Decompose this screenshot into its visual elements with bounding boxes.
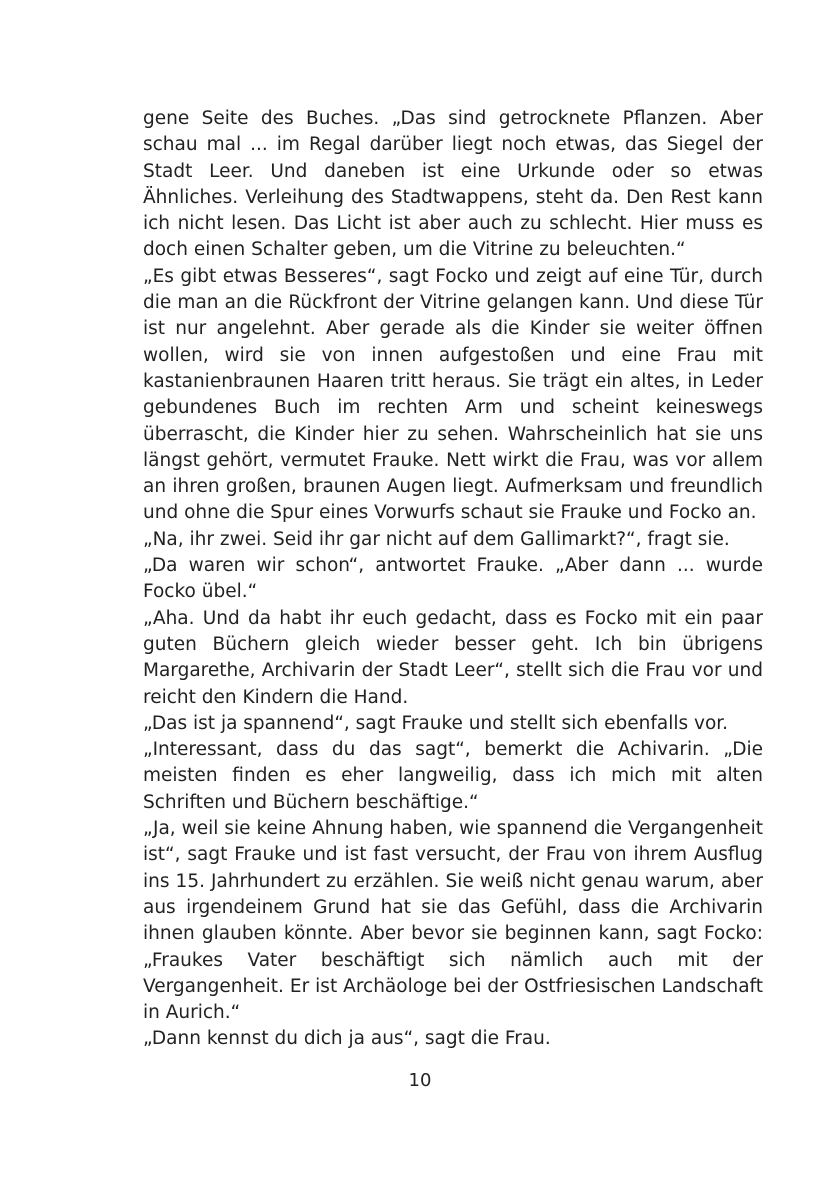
body-text — [143, 106, 763, 1053]
paragraph: „Das ist ja spannend“, sagt Frauke und stellt sich ebenfalls vor. — [143, 712, 729, 734]
paragraph: „Aha. Und da habt ihr euch gedacht, dass es Focko mit ein paar guten Büchern gleich wieder besser geht. Ich bin übrigens Margarethe, Archivarin der Stadt Leer“, stellt sich die Frau vor und reicht den Kindern die Hand. — [143, 607, 763, 708]
paragraph: gene Seite des Buches. „Das sind getrocknete Pflanzen. Aber schau mal ... im Regal darüber liegt noch etwas, das Siegel der Stadt Leer. Und daneben ist eine Urkunde oder so etwas Ähnliches. Verleihung des Stadtwappens, steht da. Den Rest kann ich nicht lesen. Das Licht ist aber auch zu schlecht. Hier muss es doch einen Schalter geben, um die Vitrine zu beleuchten.“ — [143, 108, 763, 261]
paragraph: „Interessant, dass du das sagt“, bemerkt die Achivarin. „Die meisten finden es eher langweilig, dass ich mich mit alten Schriften und Büchern beschäftige.“ — [143, 739, 763, 813]
page-number: 10 — [408, 1070, 432, 1091]
paragraph: „Da waren wir schon“, antwortet Frauke. „Aber dann ... wurde Focko übel.“ — [143, 555, 763, 603]
paragraph: „Es gibt etwas Besseres“, sagt Focko und zeigt auf eine Tür, durch die man an die Rückfront der Vitrine gelangen kann. Und diese Tür ist nur angelehnt. Aber gerade als die Kinder sie weiter öffnen wollen, wird sie von innen aufgestoßen und eine Frau mit kastanienbraunen Haaren tritt heraus. Sie trägt ein altes, in Leder gebundenes Buch im rechten Arm und scheint keineswegs überrascht, die Kinder hier zu sehen. Wahrscheinlich hat sie uns längst gehört, vermutet Frauke. Nett wirkt die Frau, was vor allem an ihren großen, braunen Augen liegt. Aufmerksam und freundlich und ohne die Spur eines Vorwurfs schaut sie Frauke und Focko an. — [143, 265, 763, 524]
paragraph: „Ja, weil sie keine Ahnung haben, wie spannend die Vergangenheit ist“, sagt Frauke und ist fast versucht, der Frau von ihrem Ausflug ins 15. Jahrhundert zu erzählen. Sie weiß nicht genau warum, aber aus irgendeinem Grund hat sie das Gefühl, dass die Archivarin ihnen glauben könnte. Aber bevor sie beginnen kann, sagt Focko: „Fraukes Vater beschäftigt sich nämlich auch mit der Vergangenheit. Er ist Archäologe bei der Ostfriesischen Landschaft in Aurich.“ — [143, 818, 763, 1024]
paragraph: „Na, ihr zwei. Seid ihr gar nicht auf dem Gallimarkt?“, fragt sie. — [143, 528, 730, 550]
paragraph: „Dann kennst du dich ja aus“, sagt die Frau. — [143, 1028, 551, 1050]
